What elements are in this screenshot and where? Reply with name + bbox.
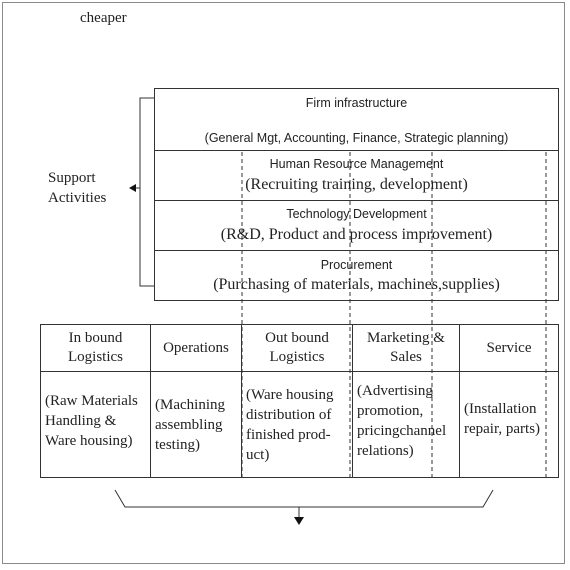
support-row-detail: (Purchasing of materials, machines,supplies) <box>213 276 500 293</box>
description-line: Ware housing) <box>45 433 133 449</box>
primary-cell-marketing-sales <box>353 325 460 477</box>
primary-cell-description <box>155 395 225 455</box>
description-line: relations) <box>357 443 414 459</box>
support-row-human-resource <box>155 151 558 201</box>
description-line: promotion, <box>357 403 424 419</box>
description-line: (Installation <box>464 401 537 417</box>
primary-cell-operations <box>151 325 242 477</box>
support-row-technology <box>155 201 558 251</box>
primary-cell-header <box>353 325 459 372</box>
primary-cell-header <box>242 325 352 372</box>
primary-activities-table <box>40 324 559 478</box>
description-line: Handling & <box>45 413 117 429</box>
header-line: Sales <box>390 349 422 365</box>
description-line: (Advertising <box>357 383 433 399</box>
description-line: (Raw Materials <box>45 393 138 409</box>
primary-cell-description <box>45 391 138 451</box>
primary-cell-header <box>151 325 241 372</box>
description-line: testing) <box>155 437 200 453</box>
primary-cell-header <box>41 325 150 372</box>
description-line: finished prod- <box>246 427 331 443</box>
support-label-line2: Activities <box>48 190 107 206</box>
description-line: (Machining <box>155 397 225 413</box>
description-line: (Ware housing <box>246 387 334 403</box>
down-arrow-head <box>294 517 304 525</box>
support-activities-box <box>154 88 559 301</box>
primary-cell-description <box>246 385 334 465</box>
header-line: Service <box>486 339 532 356</box>
primary-bottom-brace <box>115 490 493 507</box>
support-arrow-head <box>129 184 136 192</box>
support-bracket <box>140 98 154 286</box>
description-line: assembling <box>155 417 223 433</box>
header-line: Logistics <box>269 349 325 365</box>
support-row-detail: (Recruiting training, development) <box>245 176 468 193</box>
header-line: Marketing & <box>367 330 445 346</box>
primary-cell-outbound-logistics <box>242 325 353 477</box>
header-line: Out bound <box>265 330 329 346</box>
support-row-detail: (R&D, Product and process improvement) <box>220 226 493 243</box>
support-row-title: Human Resource Management <box>269 157 444 171</box>
support-row-procurement <box>155 251 558 300</box>
support-row-firm-infrastructure <box>155 89 558 151</box>
support-row-title: Firm infrastructure <box>305 96 408 110</box>
support-row-detail: (General Mgt, Accounting, Finance, Strategic planning) <box>204 131 509 145</box>
header-line: Operations <box>163 339 229 356</box>
header-line: In bound <box>68 330 123 346</box>
description-line: distribution of <box>246 407 332 423</box>
primary-cell-description <box>464 399 540 439</box>
description-line: pricingchannel <box>357 423 447 439</box>
support-row-title: Procurement <box>320 258 393 272</box>
support-label-line1: Support <box>48 170 96 186</box>
support-row-title: Technology Development <box>286 207 427 221</box>
description-line: uct) <box>246 447 270 463</box>
header-line: Logistics <box>68 349 123 365</box>
primary-cell-description <box>357 381 446 461</box>
primary-cell-service <box>460 325 558 477</box>
primary-cell-inbound-logistics <box>41 325 151 477</box>
primary-cell-header <box>460 325 558 372</box>
top-text: cheaper <box>80 10 127 26</box>
description-line: repair, parts) <box>464 421 541 437</box>
